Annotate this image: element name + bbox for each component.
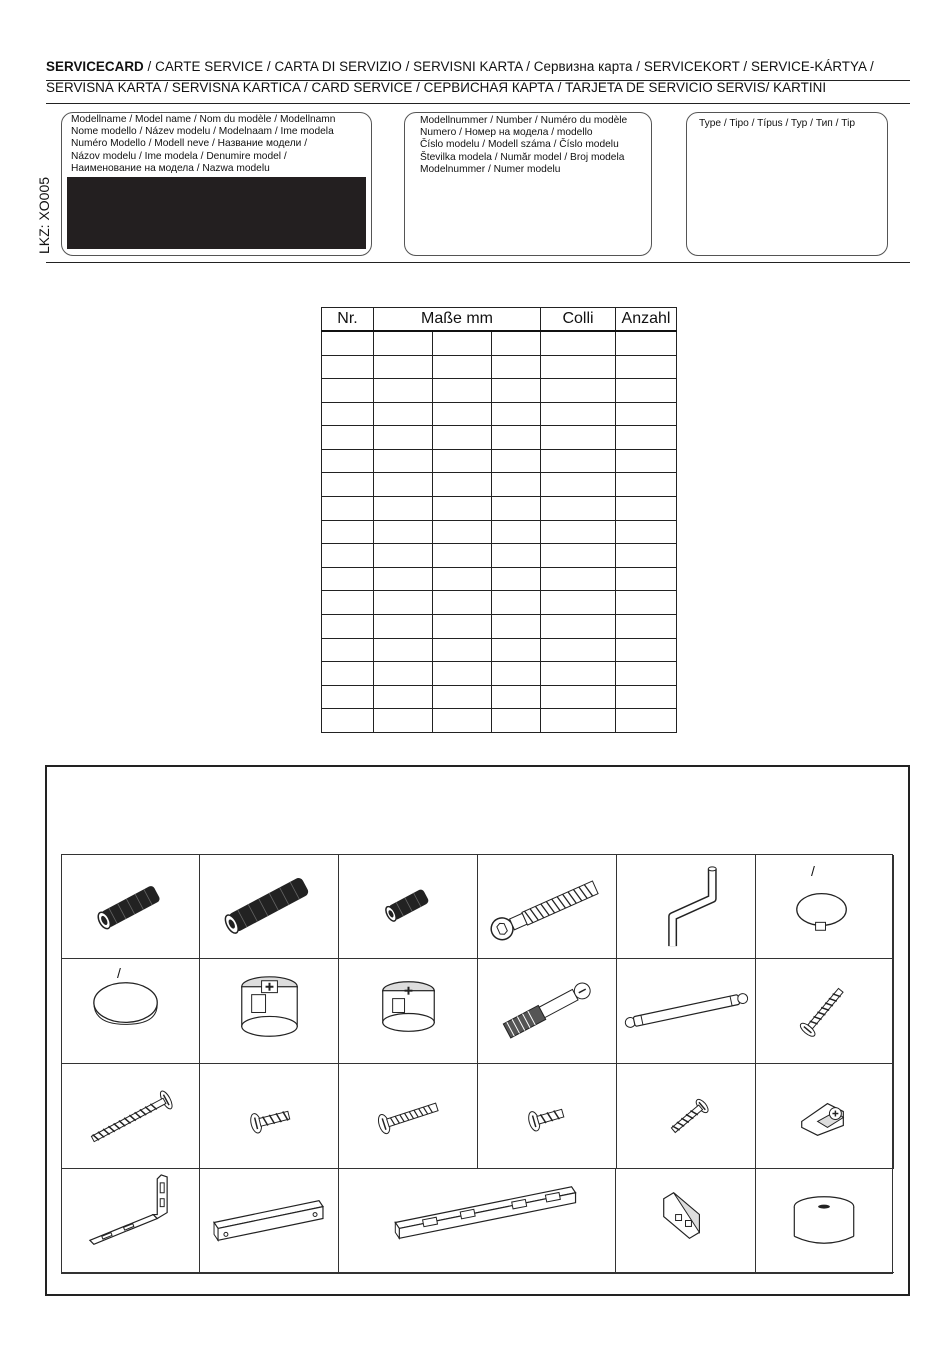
- table-cell[interactable]: [322, 638, 374, 662]
- divider: [46, 262, 910, 263]
- hardware-cell-21[interactable]: [339, 1169, 616, 1273]
- table-cell[interactable]: [374, 331, 433, 355]
- table-cell[interactable]: [616, 473, 677, 497]
- table-row: [322, 709, 677, 733]
- table-cell[interactable]: [322, 662, 374, 686]
- table-cell[interactable]: [492, 567, 541, 591]
- table-row: [322, 685, 677, 709]
- variant-slash: /: [811, 863, 815, 879]
- model-number-label: Modellnummer / Number / Numéro du modèle Numero / Номер на модела / modello Číslo modelu / Modell száma / Číslo modelu Številka modela / Număr model / Broj modela Modelnummer / Numer modelu: [420, 115, 628, 175]
- table-cell[interactable]: [374, 591, 433, 615]
- table-cell[interactable]: [433, 520, 492, 544]
- hardware-cell-3[interactable]: [339, 855, 478, 959]
- angle-rail-icon: [200, 1169, 338, 1272]
- table-cell[interactable]: [374, 355, 433, 379]
- header-anzahl: Anzahl: [616, 308, 677, 332]
- table-cell[interactable]: [616, 638, 677, 662]
- table-cell[interactable]: [374, 709, 433, 733]
- table-cell[interactable]: [492, 426, 541, 450]
- table-cell[interactable]: [492, 638, 541, 662]
- hardware-cell-6[interactable]: [756, 855, 894, 959]
- table-cell[interactable]: [322, 685, 374, 709]
- table-cell[interactable]: [541, 520, 616, 544]
- header-masse: Maße mm: [374, 308, 541, 332]
- table-cell[interactable]: [492, 662, 541, 686]
- table-row: [322, 614, 677, 638]
- table-cell[interactable]: [433, 685, 492, 709]
- model-name-label: Modellname / Model name / Nom du modèle / Modellnamn Nome modello / Název modelu / Modelnaam / Ime modela Numéro Modello / Modell neve / Название модели / Názov modelu / Ime modela / Denumire model / Наименование на модела / Nazwa modelu: [71, 114, 336, 174]
- double-connector-bolt-icon: [617, 959, 755, 1063]
- table-cell[interactable]: [433, 591, 492, 615]
- type-label: Type / Tipo / Típus / Typ / Тип / Tip: [699, 118, 856, 129]
- hardware-cell-7[interactable]: [62, 959, 200, 1064]
- table-row: [322, 379, 677, 403]
- servicecard-title-rest: / CARTE SERVICE / CARTA DI SERVIZIO / SERVISNI KARTA / Сервизна карта / SERVICEKORT / SERVICE-KÁRTYA /: [143, 59, 874, 74]
- table-cell[interactable]: [541, 662, 616, 686]
- table-cell[interactable]: [616, 402, 677, 426]
- table-row: [322, 638, 677, 662]
- table-cell[interactable]: [492, 709, 541, 733]
- hardware-cell-8[interactable]: [200, 959, 339, 1064]
- cover-disc-icon: [62, 959, 199, 1063]
- cover-cap-icon: [756, 855, 893, 958]
- table-row: [322, 544, 677, 568]
- divider: [46, 103, 910, 104]
- table-cell[interactable]: [492, 402, 541, 426]
- table-cell[interactable]: [492, 614, 541, 638]
- table-row: [322, 449, 677, 473]
- hardware-grid: [61, 854, 893, 1274]
- hardware-cell-20[interactable]: [200, 1169, 339, 1273]
- table-cell[interactable]: [541, 591, 616, 615]
- hardware-cell-22[interactable]: [616, 1169, 756, 1273]
- table-row: [322, 662, 677, 686]
- servicecard-title-line1: [46, 59, 874, 74]
- parts-table: [321, 307, 677, 733]
- table-cell[interactable]: [322, 497, 374, 521]
- table-cell[interactable]: [433, 449, 492, 473]
- table-row: [322, 567, 677, 591]
- table-cell[interactable]: [541, 638, 616, 662]
- table-cell[interactable]: [433, 473, 492, 497]
- table-cell[interactable]: [433, 497, 492, 521]
- table-cell[interactable]: [492, 544, 541, 568]
- table-cell[interactable]: [374, 520, 433, 544]
- table-cell[interactable]: [616, 685, 677, 709]
- table-cell[interactable]: [374, 379, 433, 403]
- table-cell[interactable]: [492, 473, 541, 497]
- hardware-cell-16[interactable]: [478, 1064, 617, 1169]
- table-row: [322, 402, 677, 426]
- table-cell[interactable]: [322, 426, 374, 450]
- hardware-cell-19[interactable]: [62, 1169, 200, 1273]
- furniture-foot-icon: [756, 1169, 894, 1272]
- table-cell[interactable]: [322, 520, 374, 544]
- table-cell[interactable]: [322, 591, 374, 615]
- table-cell[interactable]: [374, 638, 433, 662]
- table-cell[interactable]: [433, 331, 492, 355]
- servicecard-title-line2: SERVISNÁ KARTA / SERVISNA KARTICA / CARD SERVICE / СЕРВИСНАЯ КАРТА / TARJETA DE SERVICIO SERVIS/ KARTINI: [46, 80, 827, 95]
- table-cell[interactable]: [433, 638, 492, 662]
- hardware-cell-10[interactable]: [478, 959, 617, 1064]
- table-cell[interactable]: [433, 402, 492, 426]
- table-cell[interactable]: [616, 449, 677, 473]
- table-cell[interactable]: [541, 473, 616, 497]
- table-cell[interactable]: [541, 685, 616, 709]
- type-box[interactable]: [686, 112, 888, 256]
- table-cell[interactable]: [322, 544, 374, 568]
- table-cell[interactable]: [492, 355, 541, 379]
- header-colli: Colli: [541, 308, 616, 332]
- screw-long-icon: [62, 1064, 199, 1168]
- table-cell[interactable]: [616, 520, 677, 544]
- table-cell[interactable]: [492, 591, 541, 615]
- table-cell[interactable]: [374, 497, 433, 521]
- table-row: [322, 497, 677, 521]
- table-row: [322, 473, 677, 497]
- dowel-small-icon: [339, 855, 477, 958]
- machine-screw-icon: [339, 1064, 477, 1168]
- table-cell[interactable]: [616, 567, 677, 591]
- table-cell[interactable]: [616, 614, 677, 638]
- table-cell[interactable]: [541, 544, 616, 568]
- table-cell[interactable]: [374, 473, 433, 497]
- table-row: [322, 591, 677, 615]
- table-cell[interactable]: [322, 614, 374, 638]
- connector-bolt-icon: [478, 855, 616, 958]
- hardware-cell-9[interactable]: [339, 959, 478, 1064]
- hardware-cell-15[interactable]: [339, 1064, 478, 1169]
- table-cell[interactable]: [616, 426, 677, 450]
- table-cell[interactable]: [616, 544, 677, 568]
- hardware-cell-14[interactable]: [200, 1064, 339, 1169]
- hardware-cell-17[interactable]: [617, 1064, 756, 1169]
- dowel-long-icon: [200, 855, 338, 958]
- dowel-short-icon: [62, 855, 199, 958]
- variant-slash: /: [117, 965, 121, 981]
- table-cell[interactable]: [616, 591, 677, 615]
- table-cell[interactable]: [433, 709, 492, 733]
- hardware-cell-18[interactable]: [756, 1064, 894, 1169]
- hardware-cell-13[interactable]: [62, 1064, 200, 1169]
- table-cell[interactable]: [433, 567, 492, 591]
- cam-lock-icon: [200, 959, 338, 1063]
- table-cell[interactable]: [541, 449, 616, 473]
- hardware-cell-4[interactable]: [478, 855, 617, 959]
- hardware-cell-12[interactable]: [756, 959, 894, 1064]
- table-cell[interactable]: [541, 355, 616, 379]
- table-cell[interactable]: [322, 709, 374, 733]
- table-row: [322, 355, 677, 379]
- table-cell[interactable]: [541, 379, 616, 403]
- table-cell[interactable]: [492, 497, 541, 521]
- table-cell[interactable]: [374, 402, 433, 426]
- table-cell[interactable]: [616, 355, 677, 379]
- cam-lock-small-icon: [339, 959, 477, 1063]
- table-cell[interactable]: [616, 331, 677, 355]
- table-cell[interactable]: [433, 379, 492, 403]
- hardware-cell-11[interactable]: [617, 959, 756, 1064]
- table-cell[interactable]: [541, 331, 616, 355]
- table-row: [322, 426, 677, 450]
- table-cell[interactable]: [322, 473, 374, 497]
- table-row: [322, 331, 677, 355]
- table-cell[interactable]: [492, 331, 541, 355]
- table-cell[interactable]: [541, 567, 616, 591]
- header-nr: Nr.: [322, 308, 374, 332]
- dowel-connector-icon: [478, 959, 616, 1063]
- table-cell[interactable]: [433, 662, 492, 686]
- table-cell[interactable]: [492, 379, 541, 403]
- hardware-cell-1[interactable]: [62, 855, 200, 959]
- corner-block-icon: [756, 1064, 893, 1168]
- table-cell[interactable]: [616, 662, 677, 686]
- table-cell[interactable]: [492, 520, 541, 544]
- hardware-cell-5[interactable]: [617, 855, 756, 959]
- allen-key-icon: [617, 855, 755, 958]
- wall-bracket-icon: [62, 1169, 199, 1272]
- table-cell[interactable]: [374, 449, 433, 473]
- model-name-field[interactable]: [67, 177, 366, 249]
- table-cell[interactable]: [541, 426, 616, 450]
- table-cell[interactable]: [322, 402, 374, 426]
- table-cell[interactable]: [322, 355, 374, 379]
- corner-brace-icon: [616, 1169, 755, 1272]
- table-cell[interactable]: [616, 497, 677, 521]
- table-cell[interactable]: [616, 379, 677, 403]
- table-cell[interactable]: [433, 614, 492, 638]
- table-cell[interactable]: [374, 614, 433, 638]
- table-cell[interactable]: [616, 709, 677, 733]
- table-cell[interactable]: [322, 449, 374, 473]
- table-cell[interactable]: [322, 379, 374, 403]
- table-cell[interactable]: [541, 709, 616, 733]
- table-cell[interactable]: [541, 614, 616, 638]
- lkz-code: LKZ: XO005: [36, 176, 52, 254]
- table-cell[interactable]: [374, 685, 433, 709]
- table-cell[interactable]: [374, 544, 433, 568]
- table-cell[interactable]: [541, 402, 616, 426]
- hardware-cell-23[interactable]: [756, 1169, 894, 1273]
- table-cell[interactable]: [374, 662, 433, 686]
- drawer-slide-icon: [339, 1169, 615, 1272]
- table-cell[interactable]: [492, 449, 541, 473]
- table-cell[interactable]: [492, 685, 541, 709]
- table-cell[interactable]: [541, 497, 616, 521]
- table-cell[interactable]: [322, 567, 374, 591]
- screw-short-icon: [200, 1064, 338, 1168]
- table-cell[interactable]: [433, 544, 492, 568]
- table-cell[interactable]: [374, 426, 433, 450]
- servicecard-title-bold: SERVICECARD: [46, 59, 144, 74]
- table-cell[interactable]: [374, 567, 433, 591]
- screw-mini-icon: [617, 1064, 755, 1168]
- screw-small-icon: [756, 959, 893, 1063]
- table-cell[interactable]: [433, 426, 492, 450]
- table-cell[interactable]: [322, 331, 374, 355]
- screw-stubby-icon: [478, 1064, 616, 1168]
- table-row: [322, 520, 677, 544]
- table-cell[interactable]: [433, 355, 492, 379]
- hardware-cell-2[interactable]: [200, 855, 339, 959]
